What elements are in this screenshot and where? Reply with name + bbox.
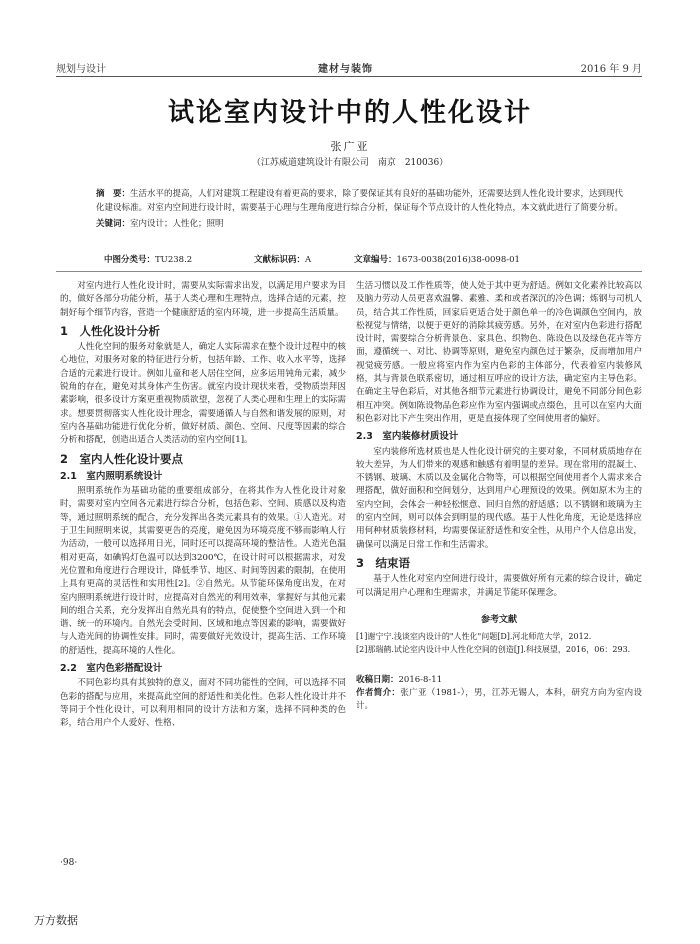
- paper-title: 试论室内设计中的人性化设计: [167, 98, 532, 128]
- affiliation: （江苏威道建筑设计有限公司 南京 210036）: [251, 158, 449, 168]
- section-2-2-text: 不同色彩均具有其独特的意义，面对不同功能性的空间，可以选择不同色彩的搭配与应用，来提高此空间的舒适性和美化性。色彩人性化设计并不等同于个性化设计，可以利用相同的设计方法和方案，选择不同种类的色彩，结合用户个人爱好、性格、: [60, 678, 346, 729]
- abstract-text: 生活水平的提高，人们对建筑工程建设有着更高的要求，除了要保证其有良好的基础功能外，还需要达到人性化设计要求，达到现代化建设标准。对室内空间进行设计时，需要基于心理与生理角度进行综合分析，保证每个节点设计的人性化特点，本文就此进行了简要分析。: [96, 189, 624, 213]
- reference-item: [1]谢宁宁.浅谈室内设计的"人性化"问题[D].河北师范大学，2012.: [356, 632, 592, 642]
- doc-code: 文献标识码：A: [254, 255, 312, 265]
- references-heading: 参考文献: [480, 614, 517, 625]
- section-2-3-text: 室内装修所选材质也是人性化设计研究的主要对象，不同材质质地存在较大差异，为人们带来的观感和触感有着明显的差异。现在常用的混凝土、不锈钢、玻璃、木质以及金属化合物等，可以根据空间使用者个人需求来合理搭配，做好面积和空间划分，达到用户心理预设的效果。例如原木为主的室内空间，会体会一种轻松惬意、回归自然的舒适感；以不锈钢和玻璃为主的室内空间，则可以体会到明显的现代感。基于人性化角度，无论是选择应用何种材质装修材料，均需要保证舒适性和安全性，从用户个人信息出发，确保可以满足日常工作和生活需求。: [356, 446, 642, 550]
- right-column: [356, 280, 642, 713]
- section-2-2-continued: 生活习惯以及工作性质等，使人处于其中更为舒适。例如文化素养比较高以及脑力劳动人员更喜欢温馨、素雅、柔和或者深沉的冷色调；炼钢与司机人员，结合其工作性质，回家后更适合处于颜色单一的冷色调颜色空间内，放松视觉与情绪，以便于更好的消除其疲劳感。另外，在对室内色彩进行搭配设计时，需要综合分析背景色、家具色、织物色、陈设色以及绿色花卉等方面，遵循统一、对比、协调等原则，避免室内颜色过于繁杂，反而增加用户视觉疲劳感。一般应将室内作为室内色彩的主体部分，代表着室内装修风格，其与背景色联系密切，通过相互呼应的设计方法，确定室内主导色彩。在确定主导色彩后，对其他各细节元素进行协调设计，避免不同部分间色彩相互冲突。例如陈设物品色彩应作为室内强调或点缀色，且可以在室内大面积色彩对比下产生突出作用，更是直接体现了空间使用者的偏好。: [356, 281, 642, 424]
- author-bio: 作者简介：张广亚（1981-），男，江苏无锡人，本科，研究方向为室内设计。: [356, 688, 642, 712]
- author-name: 张广亚: [330, 140, 370, 153]
- running-header-date: 2016 年 9 月: [580, 64, 642, 75]
- header-divider: [56, 76, 642, 77]
- clc-code: 中图分类号：TU238.2: [104, 255, 193, 265]
- section-2-2-heading: 2.2 室内色彩搭配设计: [60, 663, 163, 675]
- keywords-label: 关键词：: [96, 219, 131, 229]
- section-2-heading: 2 室内人性化设计要点: [60, 451, 184, 466]
- abstract-block: [96, 187, 624, 231]
- section-2-1-heading: 2.1 室内照明系统设计: [60, 470, 163, 482]
- received-date: 收稿日期：2016-8-11: [356, 675, 443, 686]
- left-column: [60, 280, 346, 731]
- page-number: ·98·: [60, 858, 78, 868]
- article-number: 文章编号：1673-0038(2016)38-0098-01: [354, 255, 520, 265]
- section-1-heading: 1 人性化设计分析: [60, 323, 161, 338]
- running-header-section: 规划与设计: [56, 64, 106, 75]
- section-2-1-text: 照明系统作为基础功能的重要组成部分，在将其作为人性化设计对象时，需要对室内空间各元素进行综合分析，包括色彩、空间、质感以及构造等，通过照明系统的配合，充分发挥出各类元素具有的效果。①人造光。对于卫生间照明来说，其需要更告的亮度，避免因为环境亮度不够而影响人行为活动，一般可以选择用日光，同时还可以提高环境的整洁性。人造光色温相对更高，如碘钨灯色温可以达到3200℃，在设计时可以根据需求，对发光位置和角度进行合理设计，降低季节、地区、时间等因素的限制，在使用上具有更高的灵活性和实用性[2]。②自然光。从节能环保角度出发，在对室内照明系统进行设计时，应提高对自然光的利用效率，掌握好与其他元素间的组合关系，充分发挥出自然光具有的特点，促使整个空间进入到一个和谐、统一的环境内。自然光会受时间、区域和地点等因素的影响，需要做好与人造光间的协调性安排。同时，需要做好光效设计，提高生活、工作环境的舒适性，提高环境的人性化。: [60, 486, 346, 656]
- keywords: [96, 217, 624, 231]
- article-notes: [356, 674, 642, 713]
- keywords-text: 室内设计；人性化；照明: [130, 219, 224, 229]
- classification-line: [104, 253, 624, 265]
- section-1-text: 人性化空间的服务对象就是人，确定人实际需求在整个设计过程中的核心地位，对服务对象的特征进行分析，包括年龄、工作、收入水平等，选择合适的元素进行设计。例如儿童和老人居住空间，应多运用钝角元素，减少锐角的存在，避免对其身体产生伤害。就室内设计现状来看，受物质崇拜因素影响，很多设计方案更重视物质欲望，忽视了人类心理和生理上的实际需求。想要贯彻落实人性化设计理念，需要通循人与自然和谐发展的原则，对室内各基础功能进行优化分析，做好材质、颜色、空间、尺度等因素的综合分析和搭配，创造出适合人类活动的室内空间[1]。: [60, 342, 346, 446]
- section-3-text: 基于人性化对室内空间进行设计，需要做好所有元素的综合设计，确定可以满足用户心理和生理需求，并满足节能环保理念。: [356, 574, 642, 598]
- reference-item: [2]那瑞鹤.试论室内设计中人性化空间的创造[J].科技展望，2016，06：293.: [356, 644, 631, 654]
- abstract-divider: [56, 271, 642, 272]
- section-2-3-heading: 2.3 室内装修材质设计: [356, 431, 459, 443]
- intro-paragraph: 对室内进行人性化设计时，需要从实际需求出发，以满足用户要求为目的，做好各部分功能分析，基于人类心理和生理特点，选择合适的元素，控制好每个细节内容，营造一个健康舒适的室内环境，进一步提高生活质量。: [60, 281, 346, 318]
- abstract-label: 摘 要：: [96, 189, 131, 199]
- abstract: [96, 187, 624, 215]
- section-3-heading: 3 结束语: [356, 555, 411, 570]
- database-watermark-logo: 万方数据: [34, 914, 78, 927]
- running-header-journal: 建材与装饰: [318, 64, 373, 75]
